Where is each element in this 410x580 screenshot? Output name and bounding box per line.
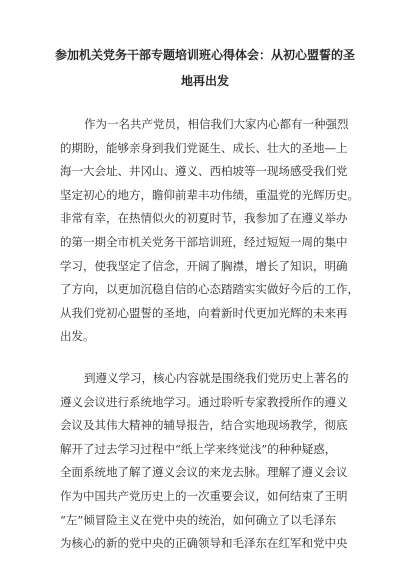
paragraph-line: 出发。	[60, 329, 95, 344]
paragraph-line: 遵义会议进行系统地学习。通过聆听专家教授所作的遵义	[60, 394, 348, 409]
paragraph-line: 为核心的新的党中央的正确领导和毛泽东在红军和党中央	[60, 536, 348, 551]
paragraph-line: 从我们党初心盟誓的圣地，向着新时代更加光辉的未来再	[60, 305, 348, 320]
paragraph-1	[60, 113, 360, 349]
paragraph-line: 全面系统地了解了遵义会议的来龙去脉。理解了遵义会议	[60, 465, 348, 480]
paragraph-line: 的期盼，能够亲身到我们党诞生、成长、壮大的圣地—上	[60, 140, 348, 155]
title-line-1: 参加机关党务干部专题培训班心得体会：从初心盟誓的圣	[55, 48, 355, 62]
paragraph-line: 了方向，以更加沉稳自信的心态踏踏实实做好今后的工作，	[60, 282, 359, 297]
paragraph-line: 作为中国共产党历史上的一次重要会议，如何结束了王明	[60, 488, 348, 503]
document-title	[55, 42, 355, 94]
paragraph-line: 解开了过去学习过程中“纸上学来终觉浅”的种种疑惑，	[60, 441, 337, 456]
paragraph-line: 作为一名共产党员，相信我们大家内心都有一种强烈	[84, 117, 349, 131]
paragraph-line: 坚定初心的地方，瞻仰前辈丰功伟绩，重温党的光辉历史。	[60, 187, 359, 202]
paragraph-2	[60, 367, 360, 556]
paragraph-line: “左”倾冒险主义在党中央的统治，如何确立了以毛泽东	[60, 512, 337, 527]
paragraph-line: 到遵义学习，核心内容就是围绕我们党历史上著名的	[84, 371, 349, 385]
paragraph-line: 的第一期全市机关党务干部培训班，经过短短一周的集中	[60, 234, 348, 249]
paragraph-line: 会议及其伟大精神的辅导报告，结合实地现场教学，彻底	[60, 418, 348, 433]
paragraph-line: 非常有幸，在热情似火的初夏时节，我参加了在遵义举办	[60, 211, 348, 226]
paragraph-line: 海一大会址、井冈山、遵义、西柏坡等一现场感受我们党	[60, 164, 348, 179]
paragraph-line: 学习，使我坚定了信念，开阔了胸襟，增长了知识，明确	[60, 258, 348, 273]
title-line-2: 地再出发	[180, 74, 229, 88]
